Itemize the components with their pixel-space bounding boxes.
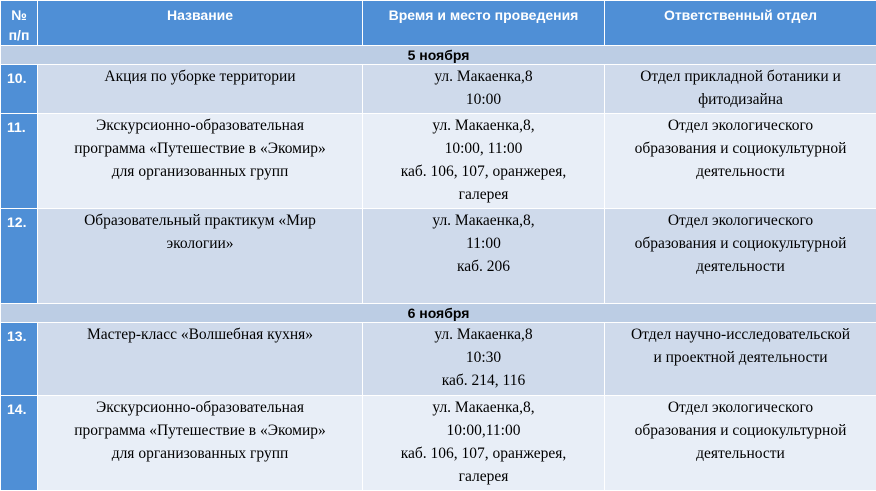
row-number: 11. <box>1 114 38 209</box>
department-line: фитодизайна <box>609 88 872 111</box>
time-place-line: галерея <box>367 183 600 206</box>
department-line: Отдел прикладной ботаники и <box>609 65 872 88</box>
event-department <box>605 209 876 304</box>
event-time-place <box>363 323 605 396</box>
column-header-number-line1: № <box>1 5 37 25</box>
event-time-place <box>363 396 605 491</box>
time-place-line: галерея <box>367 465 600 488</box>
time-place-line: 10:00 <box>367 88 600 111</box>
event-department <box>605 65 876 114</box>
column-header-name: Название <box>38 1 363 46</box>
event-time-place <box>363 114 605 209</box>
department-line: деятельности <box>609 160 872 183</box>
event-name <box>38 65 363 114</box>
row-number: 13. <box>1 323 38 396</box>
column-header-number <box>1 1 38 46</box>
row-number: 12. <box>1 209 38 304</box>
table-row <box>1 396 876 491</box>
date-row <box>1 304 876 323</box>
event-name-line: Экскурсионно-образовательная <box>42 396 358 419</box>
department-line: образования и социокультурной <box>609 232 872 255</box>
column-header-number-line2: п/п <box>1 25 37 45</box>
column-header-department: Ответственный отдел <box>605 1 876 46</box>
event-time-place <box>363 209 605 304</box>
event-name-line: Экскурсионно-образовательная <box>42 114 358 137</box>
event-name-line: для организованных групп <box>42 442 358 465</box>
time-place-line: каб. 206 <box>367 255 600 278</box>
time-place-line: 10:00, 11:00 <box>367 137 600 160</box>
department-line: деятельности <box>609 442 872 465</box>
department-line: деятельности <box>609 255 872 278</box>
time-place-line: 10:30 <box>367 346 600 369</box>
event-name-line: Мастер-класс «Волшебная кухня» <box>42 323 358 346</box>
event-name <box>38 323 363 396</box>
department-line: образования и социокультурной <box>609 137 872 160</box>
event-name-line: программа «Путешествие в «Экомир» <box>42 137 358 160</box>
date-label: 6 ноября <box>1 304 876 323</box>
event-name-line: Акция по уборке территории <box>42 65 358 88</box>
row-number: 10. <box>1 65 38 114</box>
event-name <box>38 114 363 209</box>
time-place-line: каб. 214, 116 <box>367 369 600 392</box>
table-header-row <box>1 1 876 46</box>
time-place-line: ул. Макаенка,8 <box>367 65 600 88</box>
event-name-line: для организованных групп <box>42 160 358 183</box>
table-row <box>1 323 876 396</box>
table-row <box>1 65 876 114</box>
event-department <box>605 396 876 491</box>
date-row <box>1 46 876 65</box>
time-place-line: 11:00 <box>367 232 600 255</box>
time-place-line: каб. 106, 107, оранжерея, <box>367 160 600 183</box>
event-department <box>605 114 876 209</box>
event-name-line: программа «Путешествие в «Экомир» <box>42 419 358 442</box>
table-row <box>1 114 876 209</box>
event-name <box>38 209 363 304</box>
event-department <box>605 323 876 396</box>
time-place-line: ул. Макаенка,8, <box>367 396 600 419</box>
time-place-line: каб. 106, 107, оранжерея, <box>367 442 600 465</box>
department-line: Отдел экологического <box>609 209 872 232</box>
column-header-time-place: Время и место проведения <box>363 1 605 46</box>
event-name <box>38 396 363 491</box>
event-time-place <box>363 65 605 114</box>
department-line: Отдел научно-исследовательской <box>609 323 872 346</box>
date-label: 5 ноября <box>1 46 876 65</box>
event-name-line: экологии» <box>42 232 358 255</box>
department-line: Отдел экологического <box>609 396 872 419</box>
department-line: и проектной деятельности <box>609 346 872 369</box>
time-place-line: ул. Макаенка,8 <box>367 323 600 346</box>
table-row <box>1 209 876 304</box>
time-place-line: 10:00,11:00 <box>367 419 600 442</box>
time-place-line: ул. Макаенка,8, <box>367 114 600 137</box>
row-number: 14. <box>1 396 38 491</box>
time-place-line: ул. Макаенка,8, <box>367 209 600 232</box>
event-name-line: Образовательный практикум «Мир <box>42 209 358 232</box>
department-line: Отдел экологического <box>609 114 872 137</box>
department-line: образования и социокультурной <box>609 419 872 442</box>
